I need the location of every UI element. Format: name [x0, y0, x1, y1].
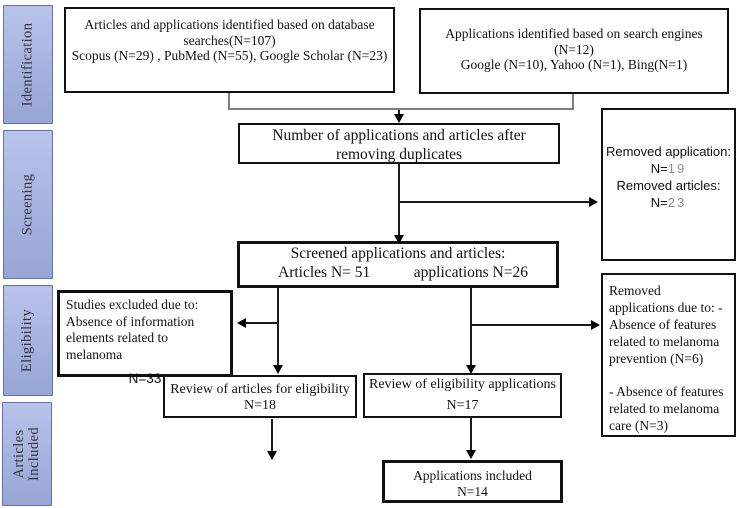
stage-screening-label: Screening: [19, 173, 36, 236]
screened-counts-row: [240, 263, 556, 282]
removed-apps-para1: Removed applications due to: -Absence of features related to melanoma prevention (N=6): [609, 283, 723, 366]
review-apps-count: N=17: [446, 397, 479, 413]
connector-duplicates-screened: [398, 164, 400, 236]
arrowhead-review-articles-down: [267, 451, 277, 460]
box-review-apps: [363, 373, 562, 418]
removed-dup-n1-value: 19: [667, 161, 687, 176]
removed-dup-n2: [603, 194, 734, 211]
screened-line1: Screened applications and articles:: [290, 245, 506, 262]
arrowhead-into-excluded: [237, 318, 246, 328]
stage-articles-included-label: Articles Included: [11, 427, 43, 481]
arrowhead-into-duplicates: [394, 114, 404, 123]
search-engines-line3: Google (N=10), Yahoo (N=1), Bing(N=1): [460, 57, 688, 72]
connector-review-articles-down: [271, 419, 273, 452]
db-search-line1: Articles and applications identified based on database: [84, 17, 375, 32]
included-count: N=14: [457, 483, 488, 499]
search-engines-line1: Applications identified based on search engines: [445, 26, 703, 41]
removed-dup-n1-label: N=: [650, 161, 668, 176]
arrowhead-into-included: [466, 450, 476, 459]
stage-eligibility: [3, 285, 53, 396]
connector-branch-removed-dup: [399, 201, 589, 203]
connector-merge-horizontal: [228, 108, 574, 110]
screened-articles-count: Articles N= 51: [278, 264, 371, 281]
box-applications-included: [382, 460, 563, 503]
excluded-line3: elements related to melanoma: [66, 330, 168, 362]
review-apps-line1: Review of eligibility applications: [368, 377, 557, 392]
box-database-search: [64, 7, 395, 93]
stage-identification-label: Identification: [19, 22, 36, 107]
removed-dup-n2-label: N=: [650, 195, 668, 210]
removed-dup-n1: [603, 160, 734, 177]
box-review-articles: [163, 375, 357, 418]
removed-dup-line1: Removed application:: [605, 144, 732, 159]
connector-review-apps-included: [470, 418, 472, 451]
box-studies-excluded: [57, 290, 233, 386]
search-engines-line2: (N=12): [554, 41, 594, 57]
stage-articles-included: [2, 402, 52, 506]
review-articles-line1: Review of articles for eligibility: [170, 382, 350, 397]
removed-apps-para2: - Absence of features related to melanoma care (N=3): [609, 384, 724, 433]
excluded-count: N=33: [128, 371, 162, 386]
arrowhead-into-review-apps: [466, 365, 476, 374]
box-removed-duplicates: [601, 108, 736, 261]
db-search-line3: Scopus (N=29) , PubMed (N=55), Google Scholar (N=23): [71, 48, 388, 63]
arrowhead-into-review-articles: [273, 365, 283, 374]
box-screened: [237, 241, 559, 288]
arrowhead-into-removed-dup: [589, 197, 598, 207]
arrowhead-into-removed-apps: [591, 320, 600, 330]
removed-dup-n2-value: 23: [667, 195, 687, 210]
removed-dup-line2: Removed articles:: [616, 178, 721, 193]
stage-eligibility-label: Eligibility: [19, 308, 36, 373]
excluded-line1: Studies excluded due to:: [66, 297, 199, 312]
stage-identification: [3, 5, 53, 124]
arrowhead-into-screened: [394, 235, 404, 244]
connector-screened-review-apps: [470, 288, 472, 366]
connector-branch-removed-apps: [471, 324, 591, 326]
review-articles-count: N=18: [243, 397, 276, 413]
duplicates-line2: removing duplicates: [335, 146, 463, 163]
excluded-line2: Absence of information: [66, 313, 195, 329]
connector-branch-excluded: [245, 322, 278, 324]
db-search-line2: searches(N=107): [183, 32, 276, 48]
screened-apps-count: applications N=26: [413, 264, 528, 281]
box-search-engines: [419, 8, 729, 94]
duplicates-line1: Number of applications and articles after: [272, 127, 526, 144]
stage-screening: [3, 130, 53, 279]
box-remove-duplicates: [238, 123, 560, 164]
connector-screened-review-articles: [277, 288, 279, 366]
box-removed-apps: [601, 273, 736, 437]
included-line1: Applications included: [413, 468, 532, 483]
